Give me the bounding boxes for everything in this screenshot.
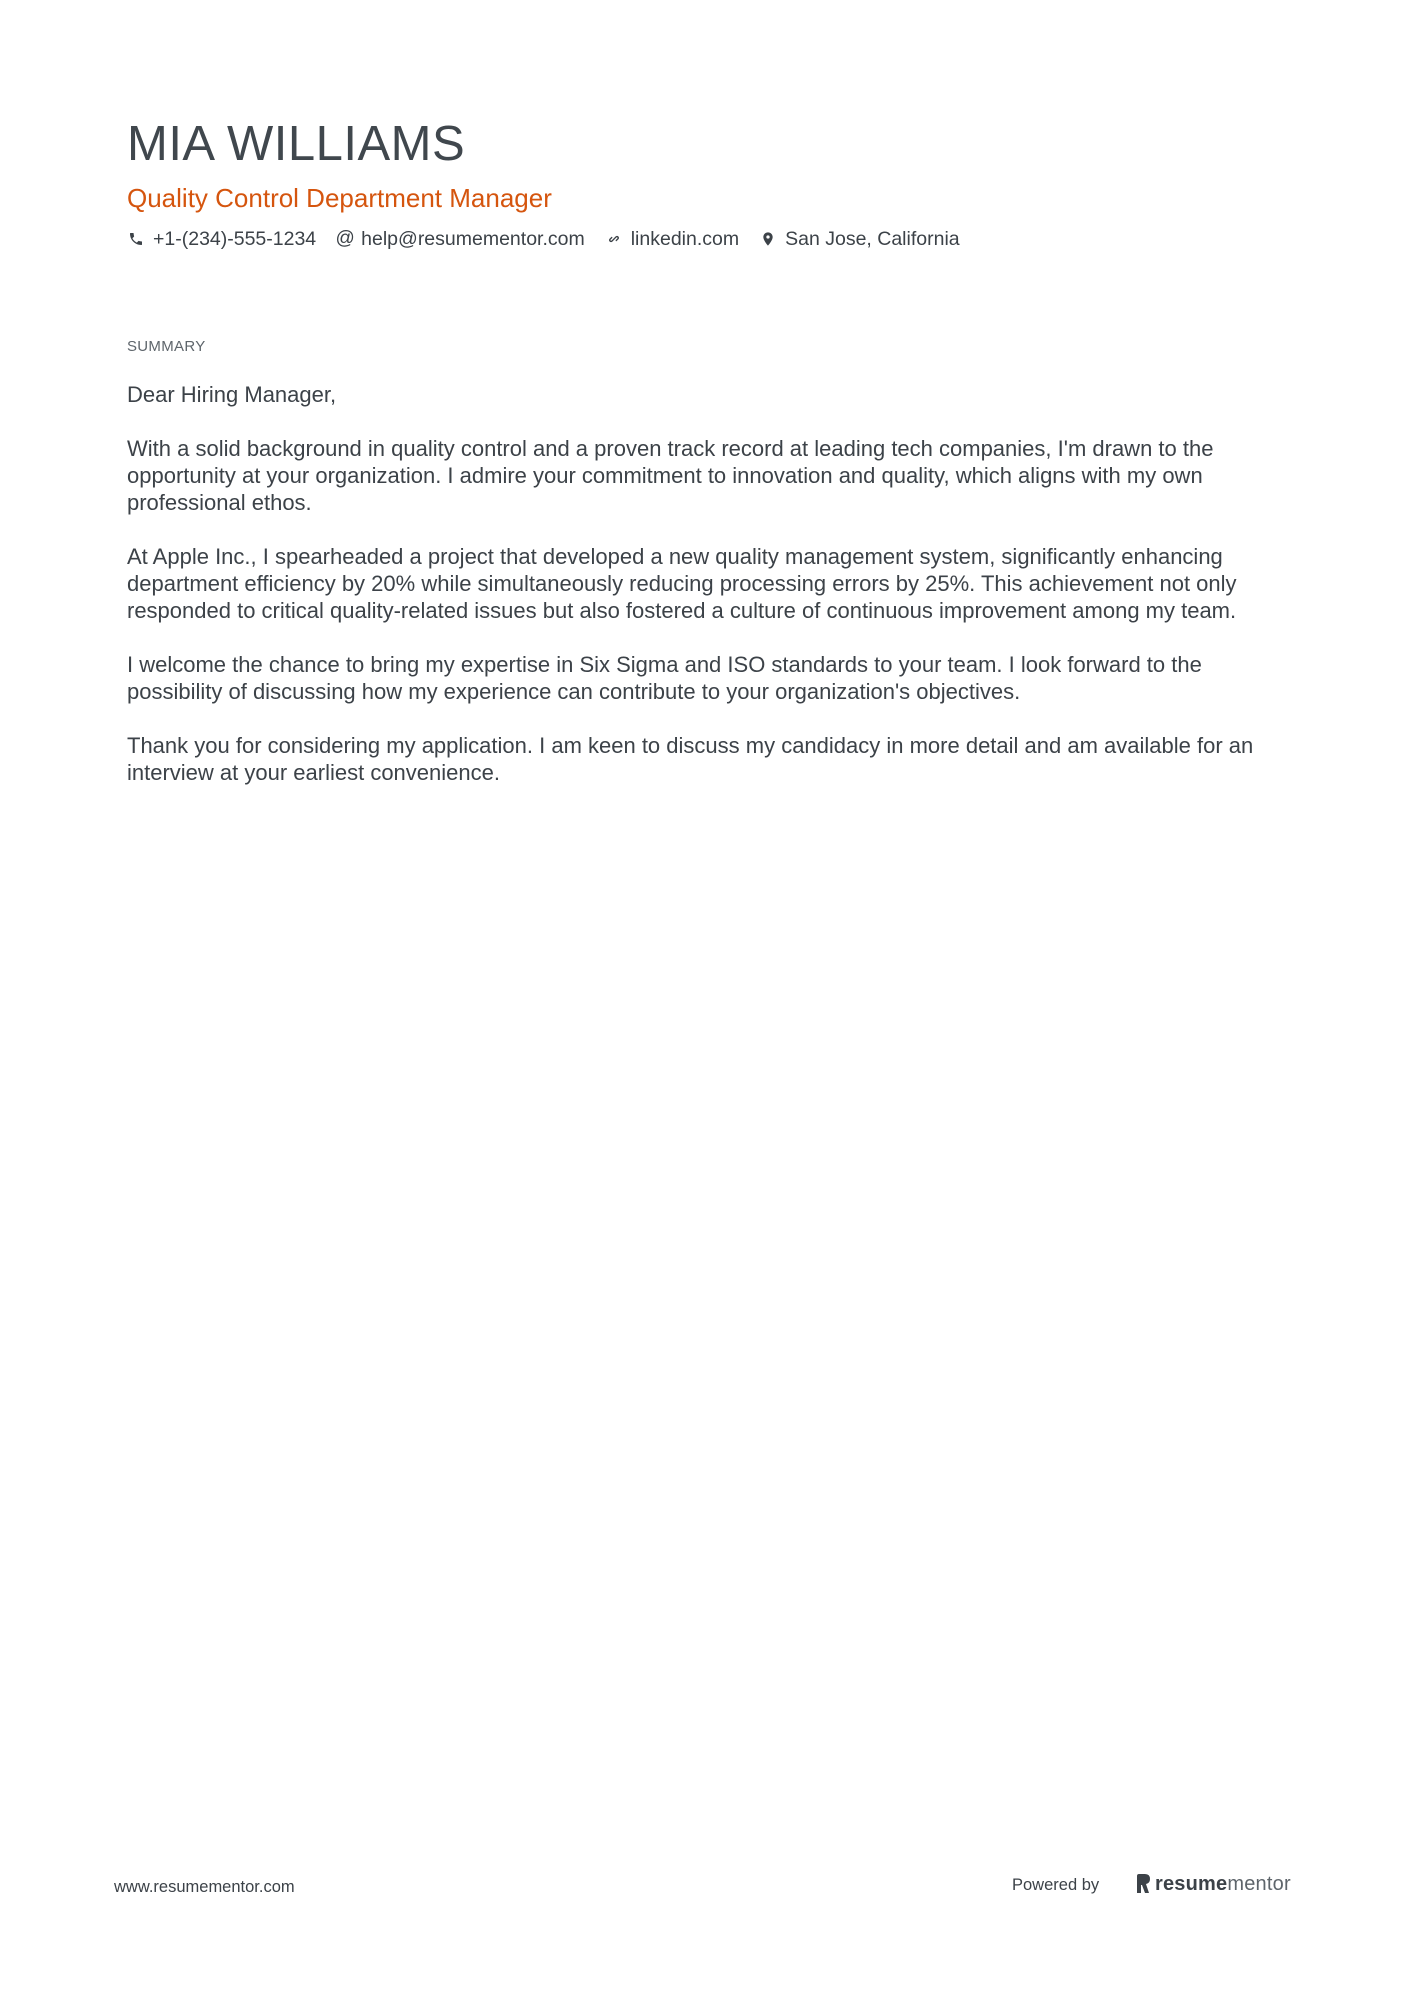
powered-by-label: Powered by	[1012, 1876, 1100, 1894]
linkedin-text: linkedin.com	[630, 227, 740, 250]
salutation: Dear Hiring Manager,	[127, 382, 337, 407]
email-text: help@resumementor.com	[361, 227, 585, 250]
phone-text: +1-(234)-555-1234	[153, 227, 317, 250]
contact-row	[127, 224, 980, 254]
contact-phone	[127, 228, 316, 251]
letter-paragraph: Thank you for considering my application. I am keen to discuss my candidacy in more detail and am available for an interview at your earliest convenience.	[127, 733, 1254, 785]
brand-light: mentor	[1227, 1873, 1291, 1895]
brand-bold: resume	[1155, 1873, 1228, 1895]
cover-letter-body	[127, 381, 1287, 813]
link-icon	[605, 230, 623, 248]
location-text: San Jose, California	[785, 227, 960, 250]
contact-linkedin	[605, 228, 739, 251]
letter-paragraph: I welcome the chance to bring my expertise in Six Sigma and ISO standards to your team. I look forward to the possibility of discussing how my experience can contribute to your organization's objectives.	[127, 652, 1202, 704]
summary-heading: SUMMARY	[127, 338, 206, 355]
contact-location	[759, 228, 960, 251]
location-pin-icon	[759, 230, 777, 248]
job-title: Quality Control Department Manager	[127, 183, 552, 213]
resumementor-logo[interactable]	[1135, 1870, 1291, 1898]
phone-icon	[127, 230, 145, 248]
brand-wordmark	[1155, 1870, 1291, 1898]
resumementor-logo-icon	[1135, 1873, 1151, 1895]
candidate-name: MIA WILLIAMS	[127, 117, 466, 171]
letter-paragraph: At Apple Inc., I spearheaded a project that developed a new quality management system, significantly enhancing department efficiency by 20% while simultaneously reducing processing errors by 25%. This achievement not only responded to critical quality-related issues but also fostered a culture of continuous improvement among my team.	[127, 544, 1237, 623]
contact-email	[336, 228, 585, 251]
footer-website-link[interactable]: www.resumementor.com	[114, 1878, 295, 1896]
letter-paragraph: With a solid background in quality control and a proven track record at leading tech companies, I'm drawn to the opportunity at your organization. I admire your commitment to innovation and quality, which aligns with my own professional ethos.	[127, 436, 1214, 515]
at-icon: @	[335, 228, 355, 249]
